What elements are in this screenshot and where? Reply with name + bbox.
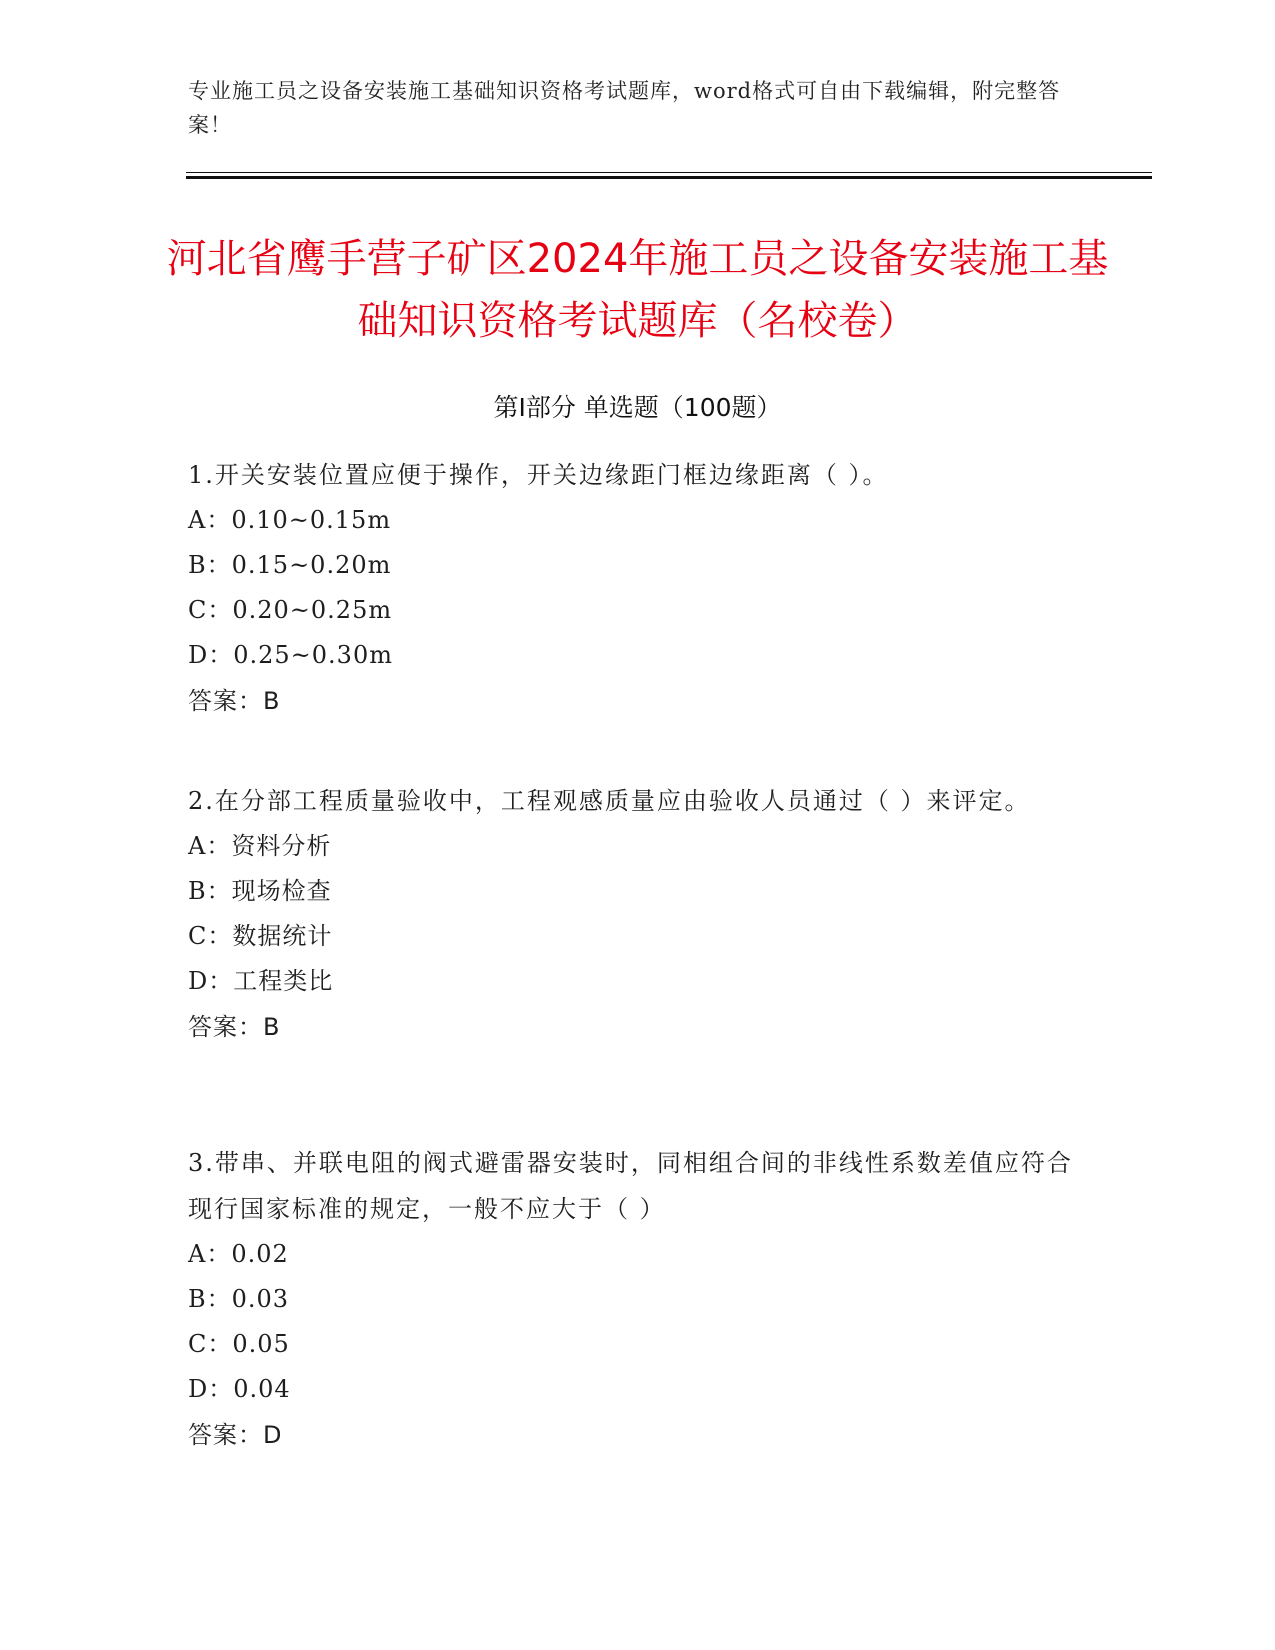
option-b: B：0.15~0.20m <box>188 551 392 579</box>
header-rule-thick <box>186 176 1152 179</box>
option-d: D：工程类比 <box>188 967 334 995</box>
answer: 答案：D <box>188 1421 283 1449</box>
option-c: C：0.05 <box>188 1330 290 1358</box>
option-b: B：0.03 <box>188 1285 290 1313</box>
answer: 答案：B <box>188 1013 281 1041</box>
option-a: A：0.02 <box>188 1240 289 1268</box>
question-stem: 3.带串、并联电阻的阀式避雷器安装时，同相组合间的非线性系数差值应符合现行国家标准的规定，一般不应大于（ ） <box>188 1149 1073 1223</box>
option-d: D：0.04 <box>188 1375 291 1403</box>
option-b: B：现场检查 <box>188 877 332 905</box>
option-c: C：0.20~0.25m <box>188 596 393 624</box>
answer: 答案：B <box>188 687 281 715</box>
question-stem: 1.开关安装位置应便于操作，开关边缘距门框边缘距离（ ）。 <box>188 461 889 489</box>
option-a: A：0.10~0.15m <box>188 506 392 534</box>
question-2 <box>188 778 1088 1050</box>
option-c: C：数据统计 <box>188 922 333 950</box>
option-d: D：0.25~0.30m <box>188 641 393 669</box>
section-title: 第Ⅰ部分 单选题（100题） <box>493 393 782 422</box>
question-stem: 2.在分部工程质量验收中，工程观感质量应由验收人员通过（ ）来评定。 <box>188 787 1031 815</box>
option-a: A：资料分析 <box>188 832 332 860</box>
header-note: 专业施工员之设备安装施工基础知识资格考试题库，word格式可自由下载编辑，附完整答案！ <box>188 79 1061 137</box>
header-rule-thin <box>186 172 1152 173</box>
question-3 <box>188 1140 1088 1458</box>
document-title: 河北省鹰手营子矿区2024年施工员之设备安装施工基础知识资格考试题库（名校卷） <box>166 236 1109 344</box>
question-1 <box>188 452 1088 724</box>
